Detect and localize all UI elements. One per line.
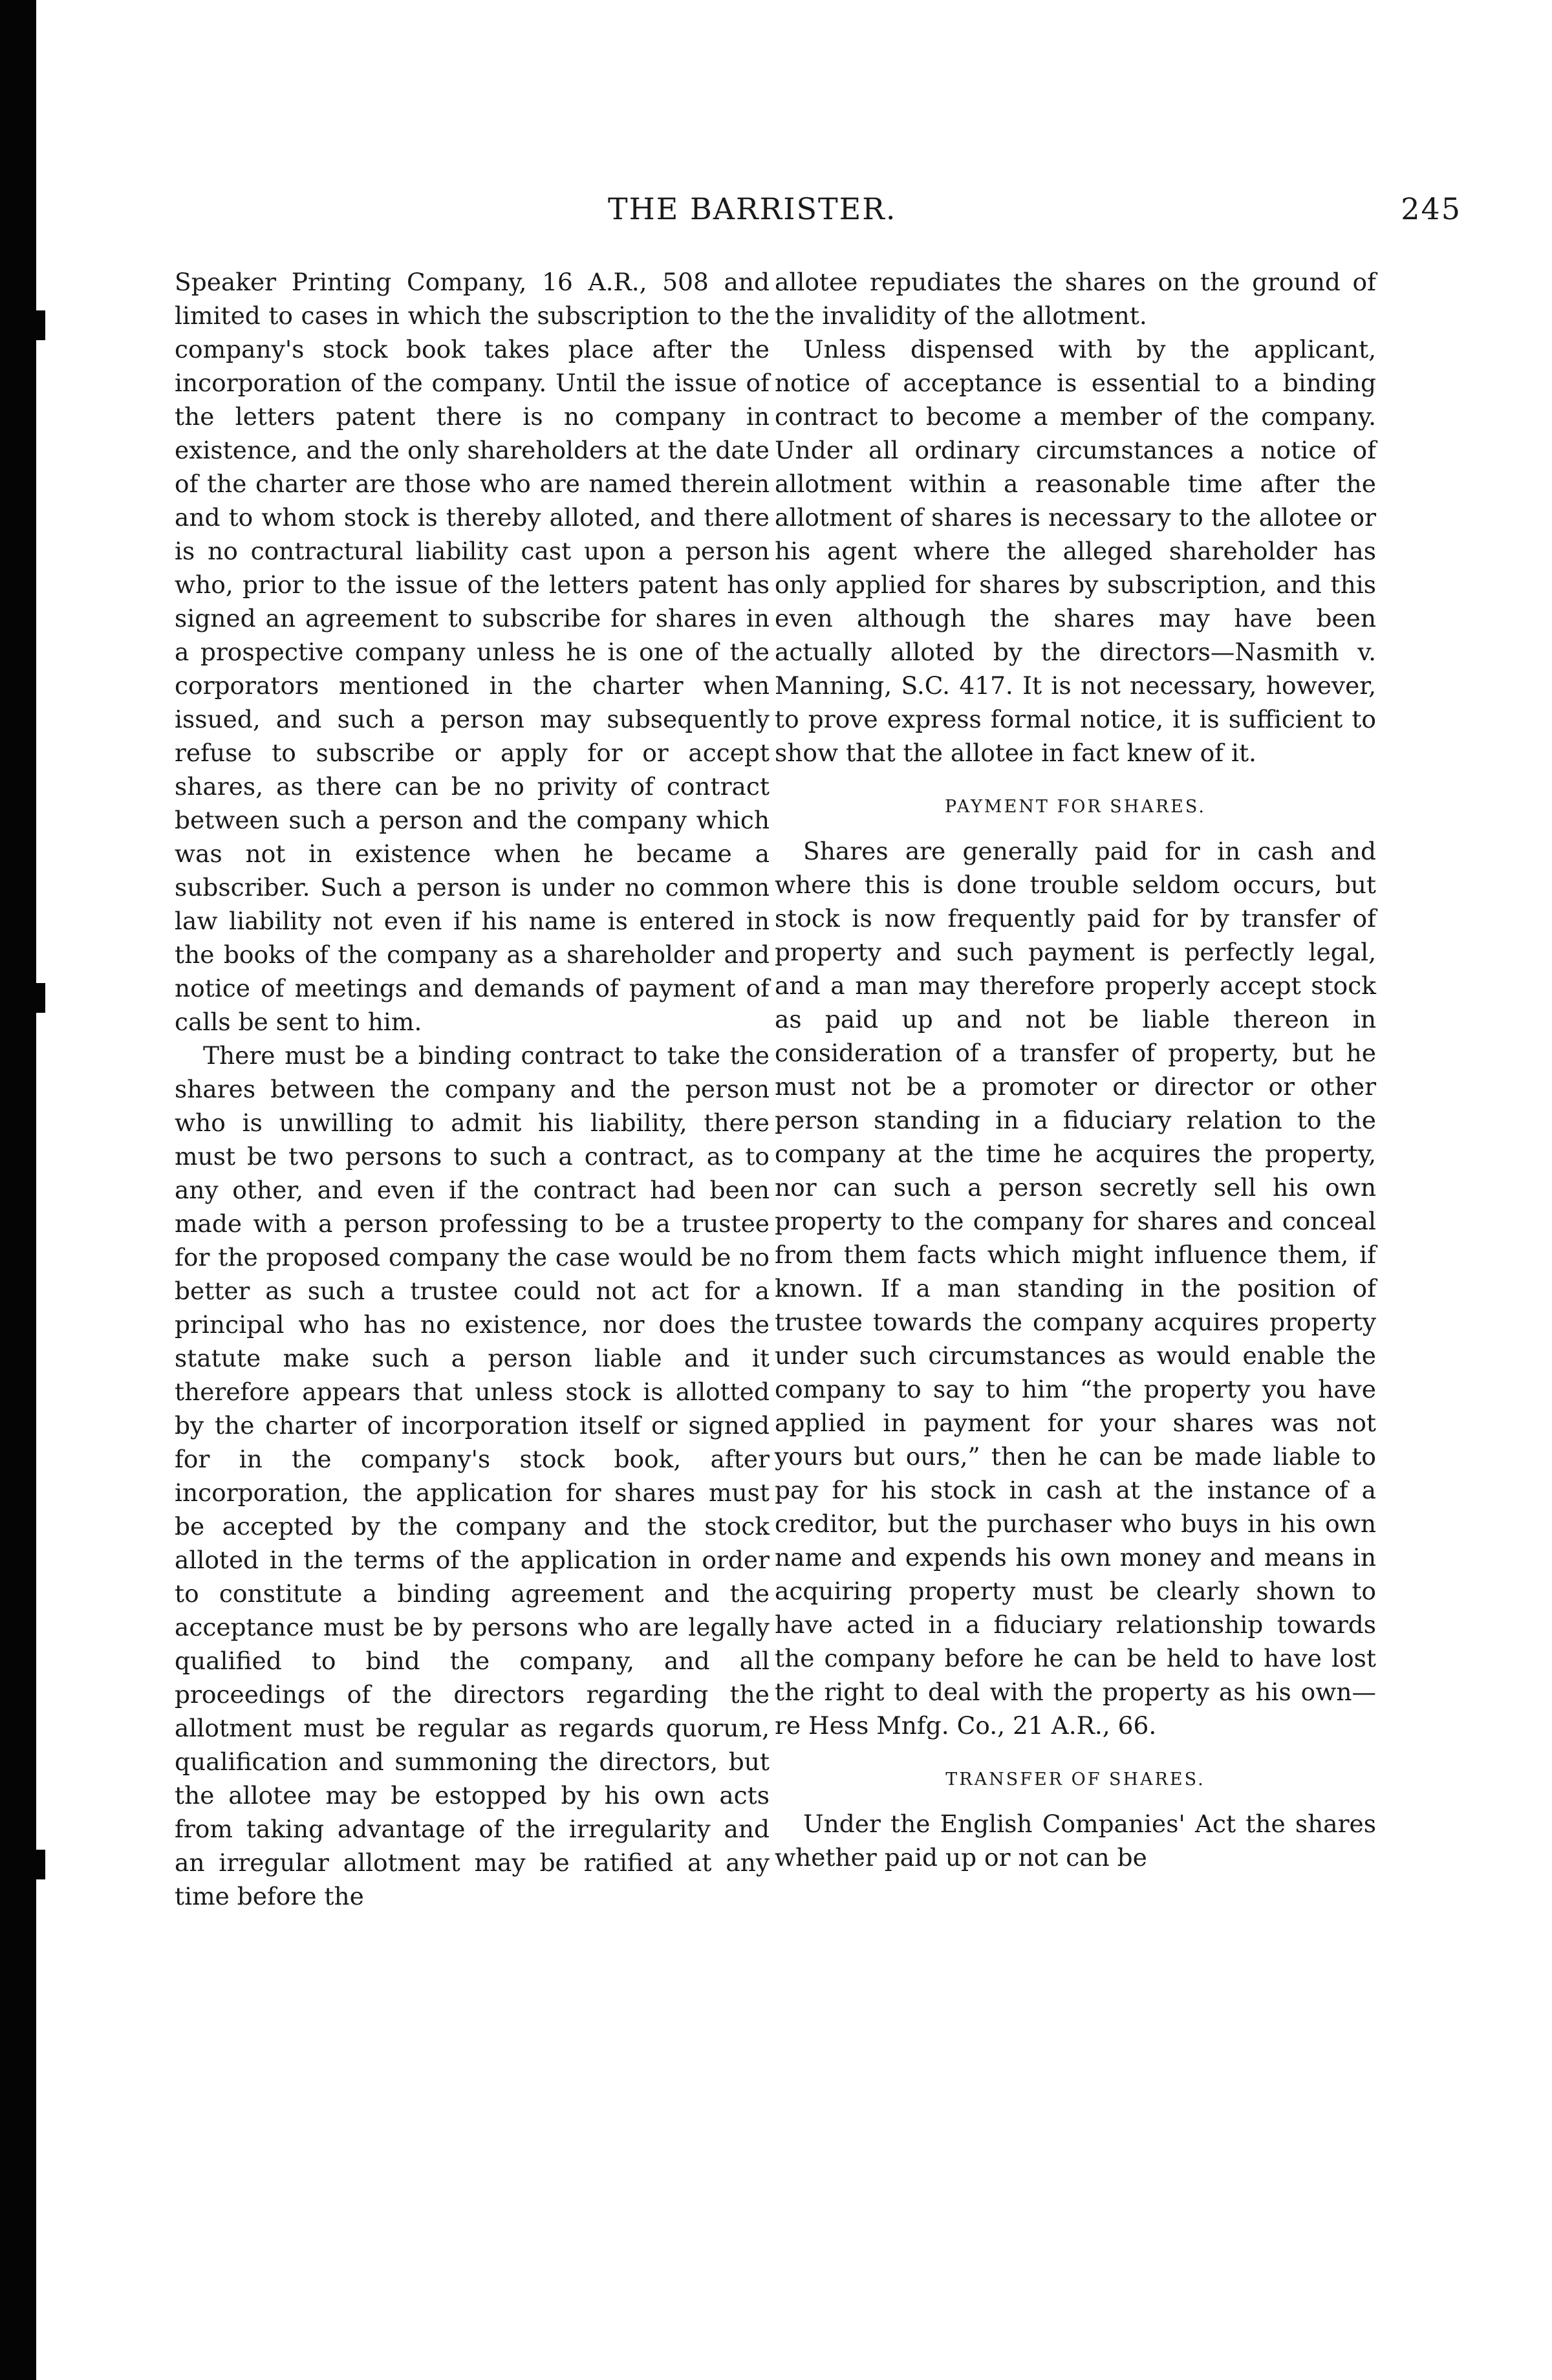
right-paragraph-2: Unless dispensed with by the applicant, notice of acceptance is essential to a binding contract to become a member of the company. Under all ordinary circumstances a notice of allotment within a reasonable time after the allotment of shares is necessary to the allotee or his agent where the alleged shareholder has only applied for shares by subscription, and this even although the shares may have been actually alloted by the directors—Nasmith v. Manning, S.C. 417. It is not necessary, however, to prove express formal notice, it is sufficient to show that the allotee in fact knew of it. — [775, 335, 1376, 767]
right-paragraph-3: Shares are generally paid for in cash and where this is done trouble seldom occurs, but stock is now frequently paid for by transfer of property and such payment is perfectly legal, and a man may therefore properly accept stock as paid up and not be liable thereon in consideration of a transfer of property, but he must not be a promoter or director or other person standing in a fiduciary relation to the company at the time he acquires the property, nor can such a person secretly sell his own property to the company for shares and conceal from them facts which might influence them, if known. If a man standing in the position of trustee towards the company acquires property under such circumstances as would enable the company to say to him “the property you have applied in payment for your shares was not yours but ours,” then he can be made liable to pay for his stock in cash at the instance of a creditor, but the purchaser who buys in his own name and expends his own money and means in acquiring property must be clearly shown to have acted in a fiduciary relationship towards the company before he can be held to have lost the right to deal with the property as his own—re Hess Mnfg. Co., 21 A.R., 66. — [775, 837, 1376, 1740]
right-paragraph-4: Under the English Companies' Act the shares whether paid up or not can be — [775, 1810, 1376, 1872]
scan-border-notch — [36, 983, 45, 1013]
section-heading-transfer: TRANSFER OF SHARES. — [945, 1769, 1205, 1790]
page-number: 245 — [1401, 191, 1461, 226]
section-heading-payment: PAYMENT FOR SHARES. — [945, 797, 1206, 817]
left-paragraph-1: Speaker Printing Company, 16 A.R., 508 and limited to cases in which the subscription to the company's stock book takes place after the incorporation of the company. Until the issue of the letters patent there is no company in existence, and the only shareholders at the date of the charter are those who are named therein and to whom stock is thereby alloted, and there is no contractural liability cast upon a person who, prior to the issue of the letters patent has signed an agreement to subscribe for shares in a prospective company unless he is one of the corporators mentioned in the charter when issued, and such a person may subsequently refuse to subscribe or apply for or accept shares, as there can be no privity of contract between such a person and the company which was not in existence when he became a subscriber. Such a person is under no common law liability not even if his name is entered in the books of the company as a shareholder and notice of meetings and demands of payment of calls be sent to him. — [175, 268, 770, 1036]
left-paragraph-2: There must be a binding contract to take the shares between the company and the person who is unwilling to admit his liability, there must be two persons to such a contract, as to any other, and even if the contract had been made with a person professing to be a trustee for the proposed company the case would be no better as such a trustee could not act for a principal who has no existence, nor does the statute make such a person liable and it therefore appears that unless stock is allotted by the charter of incorporation itself or signed for in the company's stock book, after incorporation, the application for shares must be accepted by the company and the stock alloted in the terms of the application in order to constitute a binding agreement and the acceptance must be by persons who are legally qualified to bind the company, and all proceedings of the directors regarding the allotment must be regular as regards quorum, qualification and summoning the directors, but the allotee may be estopped by his own acts from taking advantage of the irregularity and an irregular allotment may be ratified at any time before the — [175, 1041, 770, 1910]
right-column — [775, 265, 1376, 1874]
right-paragraph-1: allotee repudiates the shares on the ground of the invalidity of the allotment. — [775, 268, 1376, 330]
page-header — [517, 191, 1461, 237]
left-column — [175, 265, 770, 1913]
scan-border-notch — [36, 310, 45, 340]
scan-border-notch — [36, 1850, 45, 1879]
scan-border — [0, 0, 36, 2380]
running-title: THE BARRISTER. — [608, 191, 897, 226]
